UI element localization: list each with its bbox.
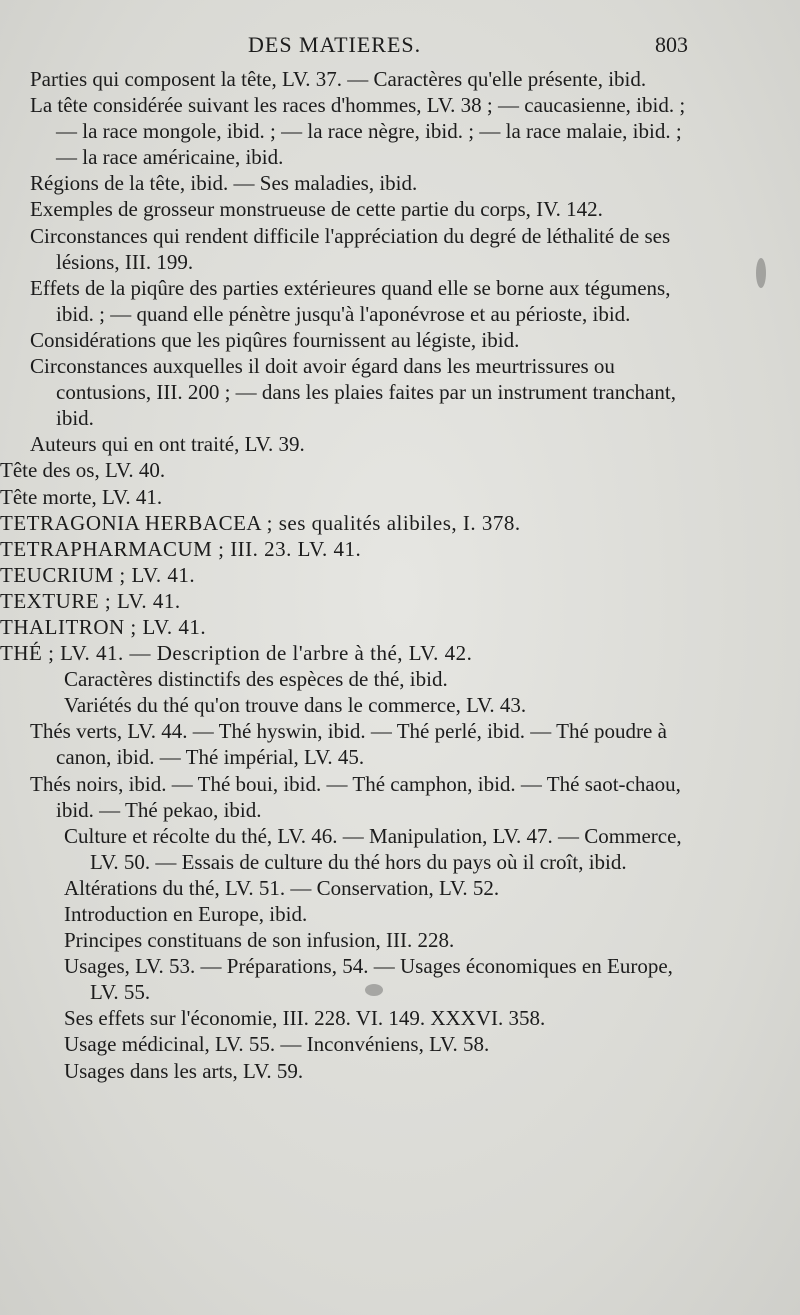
ink-stain xyxy=(365,984,383,996)
index-entry: Thés noirs, ibid. — Thé boui, ibid. — Thé camphon, ibid. — Thé saot-chaou, ibid. — Thé pekao, ibid. xyxy=(30,771,681,822)
index-entry: Ses effets sur l'économie, III. 228. VI. 149. XXXVI. 358. xyxy=(64,1006,546,1031)
index-entry: THALITRON ; LV. 41. xyxy=(0,614,207,639)
index-entry: Usages, LV. 53. — Préparations, 54. — Usages économiques en Europe, LV. 55. xyxy=(64,954,673,1005)
running-title: DES MATIERES. xyxy=(248,32,422,57)
index-entry: Effets de la piqûre des parties extérieures quand elle se borne aux tégumens, ibid. ; — quand elle pénètre jusqu'à l'aponévrose et au périoste, ibid. xyxy=(30,275,671,326)
index-entry: Introduction en Europe, ibid. xyxy=(64,902,308,926)
index-entry: Tête des os, LV. 40. xyxy=(0,458,166,483)
index-entry: Auteurs qui en ont traité, LV. 39. xyxy=(30,432,305,457)
index-entry: Circonstances qui rendent difficile l'appréciation du degré de léthalité de ses lésions, III. 199. xyxy=(30,223,671,274)
page-header xyxy=(0,32,800,62)
index-entry: TETRAPHARMACUM ; III. 23. LV. 41. xyxy=(0,536,362,561)
index-entry: Parties qui composent la tête, LV. 37. — Caractères qu'elle présente, ibid. xyxy=(30,67,647,91)
index-entry: Exemples de grosseur monstrueuse de cette partie du corps, IV. 142. xyxy=(30,197,603,222)
index-entry: Usages dans les arts, LV. 59. xyxy=(64,1058,304,1083)
ink-stain xyxy=(756,258,766,288)
index-entry: Usage médicinal, LV. 55. — Inconvéniens, LV. 58. xyxy=(64,1032,490,1057)
index-entry: Culture et récolte du thé, LV. 46. — Manipulation, LV. 47. — Commerce, LV. 50. — Essais de culture du thé hors du pays où il croît, ibid. xyxy=(64,823,682,874)
index-entry: Altérations du thé, LV. 51. — Conservation, LV. 52. xyxy=(64,875,500,900)
page-number: 803 xyxy=(655,32,688,57)
index-entry: TEXTURE ; LV. 41. xyxy=(0,588,181,613)
index-entry: La tête considérée suivant les races d'hommes, LV. 38 ; — caucasienne, ibid. ; — la race mongole, ibid. ; — la race nègre, ibid. ; — la race malaie, ibid. ; — la race américaine, ibid. xyxy=(30,93,686,170)
index-entry: Considérations que les piqûres fournissent au légiste, ibid. xyxy=(30,327,520,352)
index-entries xyxy=(0,66,700,1084)
index-entry: Variétés du thé qu'on trouve dans le commerce, LV. 43. xyxy=(64,693,527,718)
index-entry: Circonstances auxquelles il doit avoir égard dans les meurtrissures ou contusions, III. 200 ; — dans les plaies faites par un instrument tranchant, ibid. xyxy=(30,354,676,431)
index-entry: Principes constituans de son infusion, III. 228. xyxy=(64,928,455,953)
index-entry: THÉ ; LV. 41. — Description de l'arbre à thé, LV. 42. xyxy=(0,641,473,666)
index-entry: Thés verts, LV. 44. — Thé hyswin, ibid. — Thé perlé, ibid. — Thé poudre à canon, ibid. — Thé impérial, LV. 45. xyxy=(30,719,667,770)
index-entry: Caractères distinctifs des espèces de thé, ibid. xyxy=(64,667,448,692)
index-entry: Régions de la tête, ibid. — Ses maladies, ibid. xyxy=(30,171,418,196)
index-entry: TETRAGONIA HERBACEA ; ses qualités alibiles, I. 378. xyxy=(0,510,521,535)
index-entry: TEUCRIUM ; LV. 41. xyxy=(0,562,196,587)
index-entry: Tête morte, LV. 41. xyxy=(0,484,163,509)
